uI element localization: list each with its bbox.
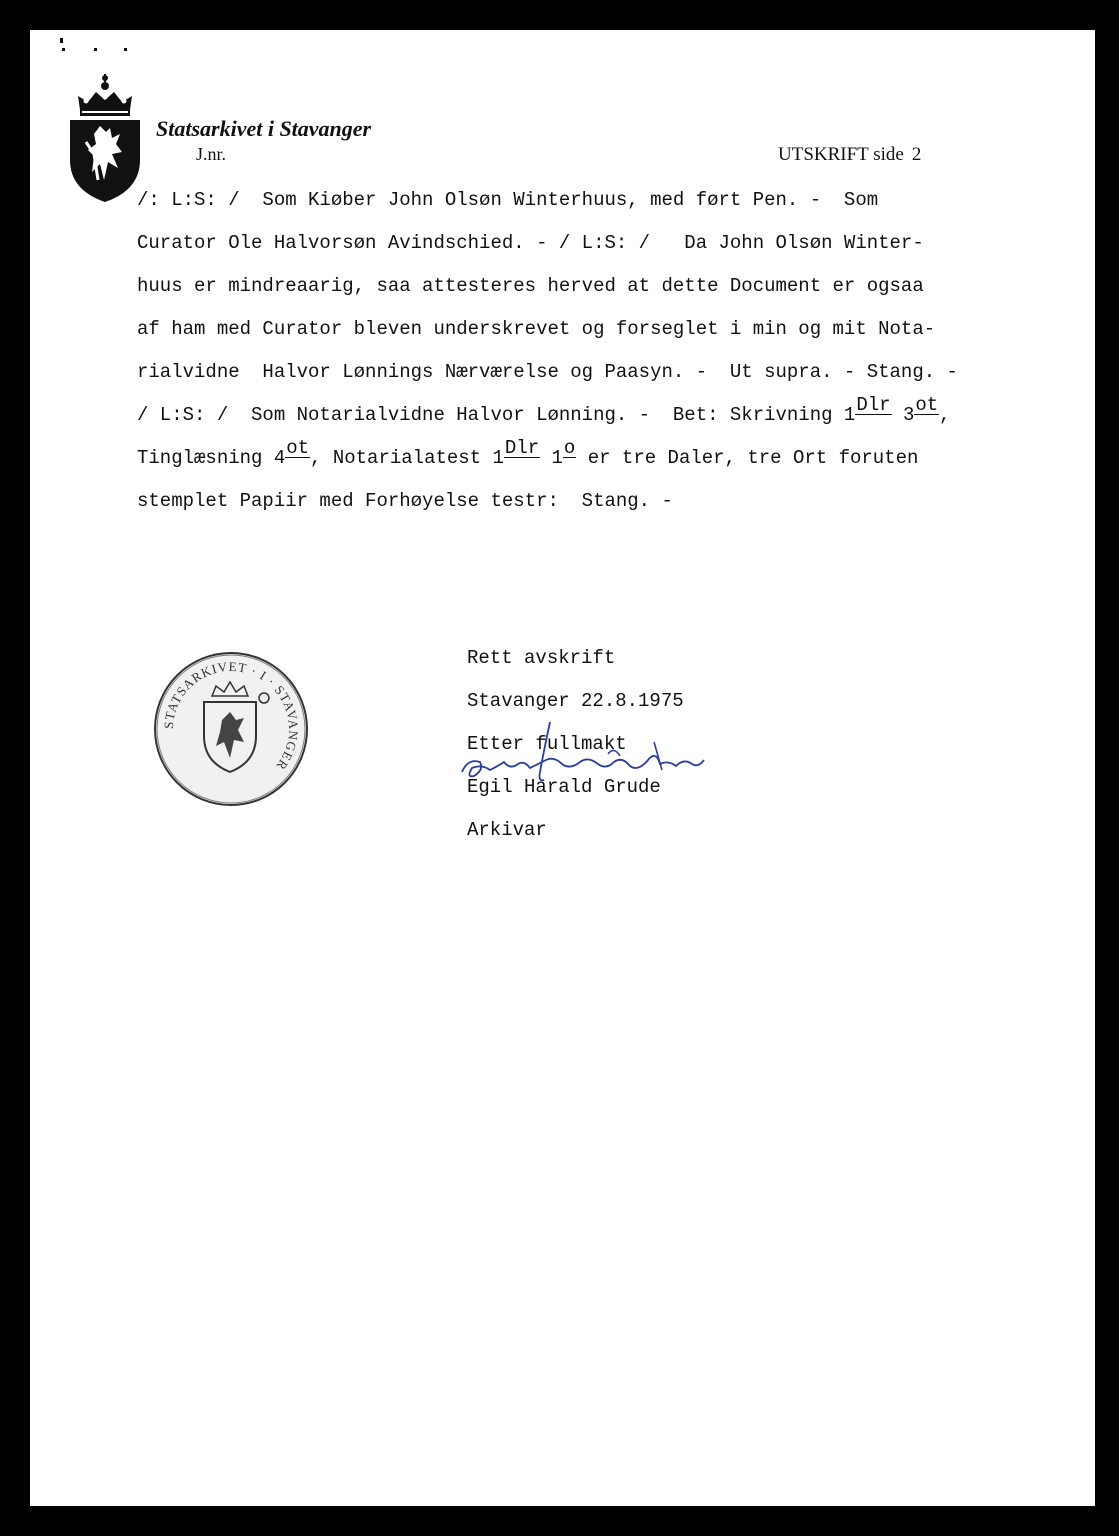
- institution-name: Statsarkivet i Stavanger: [156, 116, 372, 141]
- body-line: [137, 437, 1067, 487]
- superscript-abbreviation: Dlr: [504, 437, 540, 459]
- handwritten-signature-icon: [458, 720, 708, 790]
- journal-number-label: J.nr.: [196, 144, 227, 164]
- scan-speck: [62, 48, 65, 51]
- scan-speck: [60, 38, 63, 43]
- scan-speck: [94, 48, 97, 51]
- certification-line: Rett avskrift: [467, 647, 616, 669]
- coat-of-arms-icon: [64, 72, 146, 204]
- body-line: [137, 272, 1067, 315]
- body-text-segment: /: L:S: / Som Kiøber John Olsøn Winterhuus, med ført Pen. - Som: [137, 189, 879, 211]
- page-number: 2: [911, 144, 922, 165]
- scan-speck: [124, 48, 127, 51]
- body-text-segment: / L:S: / Som Notarialvidne Halvor Lønning. - Bet: Skrivning 1: [137, 404, 856, 426]
- utskrift-label: UTSKRIFT side: [778, 144, 904, 165]
- body-text-segment: , Notarialatest 1: [310, 447, 504, 469]
- body-text-segment: ,: [939, 404, 951, 426]
- body-text-segment: er tre Daler, tre Ort foruten: [576, 447, 919, 469]
- superscript-abbreviation: ot: [915, 394, 939, 416]
- archive-seal-icon: [152, 650, 310, 808]
- body-line: [137, 186, 1067, 229]
- body-text-segment: stemplet Papiir med Forhøyelse testr: Stang. -: [137, 490, 673, 512]
- signer-title: Arkivar: [467, 819, 547, 841]
- superscript-abbreviation: Dlr: [856, 394, 891, 416]
- place-date: Stavanger 22.8.1975: [467, 690, 684, 712]
- body-line: [137, 229, 1067, 272]
- body-line: [137, 315, 1067, 358]
- body-text-segment: huus er mindreaarig, saa attesteres herved at dette Document er ogsaa: [137, 275, 924, 297]
- body-text-segment: rialvidne Halvor Lønnings Nærværelse og Paasyn. - Ut supra. - Stang. -: [137, 361, 958, 383]
- body-text-segment: 3: [891, 404, 915, 426]
- document-page: [30, 30, 1095, 1506]
- body-text-segment: Tinglæsning 4: [137, 447, 286, 469]
- superscript-abbreviation: o: [563, 437, 576, 459]
- body-text-segment: 1: [540, 447, 563, 469]
- transcript-body: [137, 186, 1067, 530]
- authority-line: Etter fullmakt: [467, 733, 627, 755]
- body-text-segment: af ham med Curator bleven underskrevet og forseglet i min og mit Nota-: [137, 318, 936, 340]
- superscript-abbreviation: ot: [286, 437, 310, 459]
- signer-name: Egil Harald Grude: [467, 776, 661, 798]
- seal-inscription: STATSARKIVET · I · STAVANGER: [160, 658, 302, 774]
- document-page-label: [778, 144, 921, 166]
- body-text-segment: Curator Ole Halvorsøn Avindschied. - / L:S: / Da John Olsøn Winter-: [137, 232, 924, 254]
- body-line: [137, 394, 1067, 444]
- body-line: [137, 487, 1067, 530]
